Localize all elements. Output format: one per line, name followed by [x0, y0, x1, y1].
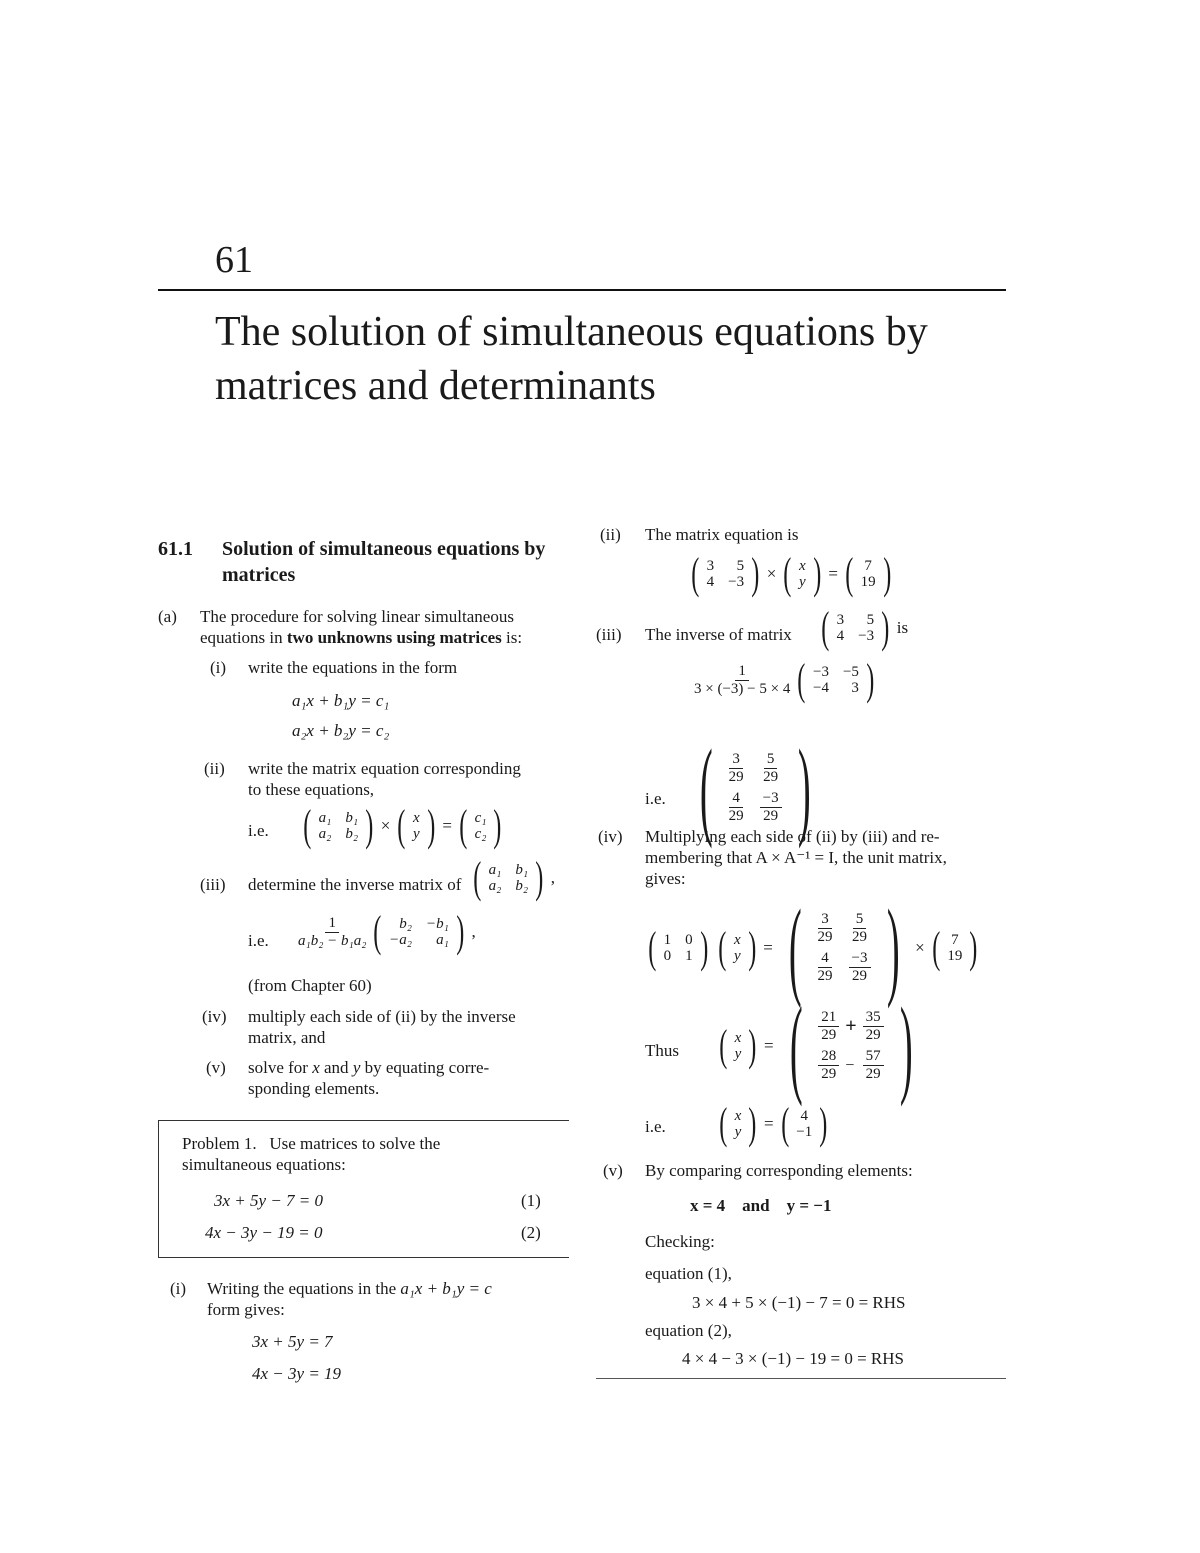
ie-label-2: i.e. [248, 931, 269, 950]
header-rule [158, 289, 1006, 291]
right-iii-label: (iii) [596, 625, 622, 644]
step-v-text-1: solve for x and y by equating corre- [248, 1058, 490, 1077]
a-text-2a: equations in [200, 628, 287, 647]
footer-rule [596, 1378, 1006, 1379]
step-i-label: (i) [210, 658, 227, 677]
general-eq-1: a₁x + b₁y = c₁ [292, 691, 390, 710]
result-equation: ( x y ) = ( 4 −1 ) [719, 1099, 828, 1148]
chapter-title: The solution of simultaneous equations by matrices and determinants [215, 309, 928, 409]
item-a-text-2 [200, 627, 522, 649]
from-chapter-note: (from Chapter 60) [248, 976, 372, 995]
inverse-target-matrix: ( a₁ b₁ a₂ b₂ ) , [473, 853, 555, 902]
thus-label: Thus [645, 1041, 679, 1060]
solution-i-text-2: form gives: [207, 1300, 285, 1319]
step-ii-label: (ii) [204, 759, 225, 778]
problem-eq-1-tag: (1) [521, 1191, 541, 1210]
numeric-matrix-equation: ( 3 5 4 −3 ) × ( x y ) = ( 7 19 ) [691, 549, 891, 598]
right-v-text: By comparing corresponding elements: [645, 1161, 913, 1180]
a-text-2c: is: [501, 628, 523, 647]
ie-label-1: i.e. [248, 821, 269, 840]
right-ie-2: i.e. [645, 1117, 666, 1136]
problem-line-1 [182, 1133, 440, 1155]
step-ii-text-1: write the matrix equation corresponding [248, 759, 521, 778]
problem-eq-2-tag: (2) [521, 1223, 541, 1242]
step-iv-text-2: matrix, and [248, 1028, 326, 1047]
item-a-text-1: The procedure for solving linear simultaneous [200, 607, 514, 626]
right-iv-text-3: gives: [645, 869, 686, 888]
step-v-text-2: sponding elements. [248, 1079, 380, 1098]
section-number: 61.1 [158, 538, 193, 560]
result-vector: 4 −1 [796, 1108, 813, 1140]
right-ie-1: i.e. [645, 789, 666, 808]
step-iii-label: (iii) [200, 875, 226, 894]
solution-eq-1: 3x + 5y = 7 [252, 1332, 333, 1351]
unknown-vector: x y [413, 810, 420, 842]
a-text-2b: two unknowns using matrices [286, 628, 502, 647]
checking-label: Checking: [645, 1232, 715, 1251]
problem-text-1: Use matrices to solve the [269, 1134, 441, 1153]
numeric-inverse: 1 3 × (−3) − 5 × 4 ( −3 −5 −4 3 ) [694, 655, 875, 704]
inverse-fraction-matrix: ( 3 29 5 29 4 29 −3 29 ) [699, 727, 811, 849]
right-iii-text: The inverse of matrix [645, 625, 792, 644]
inverse-fraction: 1 a₁b₂ − b₁a₂ [298, 914, 367, 949]
step-ii-text-2: to these equations, [248, 780, 375, 799]
chapter-number: 61 [215, 239, 253, 281]
sum-equation: ( x y ) = ( 21 29 + $\frac{35}{29}$ 28 29 − $\frac{57}{29}$ ) [719, 985, 913, 1107]
coeff-matrix: a₁ b₁ a₂ b₂ [318, 810, 359, 842]
numeric-coeff-matrix: 3 5 4 −3 [706, 558, 745, 590]
general-eq-2: a₂x + b₂y = c₂ [292, 721, 390, 740]
problem-eq-2: 4x − 3y − 19 = 0 [205, 1223, 323, 1242]
check-2-label: equation (2), [645, 1321, 732, 1340]
problem-text-2: simultaneous equations: [182, 1155, 346, 1174]
problem-eq-1: 3x + 5y − 7 = 0 [214, 1191, 324, 1210]
right-iv-text-1: Multiplying each side of (ii) by (iii) and re- [645, 827, 940, 846]
problem-label: Problem 1. [182, 1134, 257, 1153]
step-i-text: write the equations in the form [248, 658, 458, 677]
right-v-label: (v) [603, 1161, 623, 1180]
inverse-of-matrix: ( 3 5 4 −3 ) is [821, 603, 909, 652]
unit-matrix: 1 0 0 1 [663, 932, 693, 964]
check-2: 4 × 4 − 3 × (−1) − 19 = 0 = RHS [682, 1349, 905, 1368]
check-1: 3 × 4 + 5 × (−1) − 7 = 0 = RHS [692, 1293, 906, 1312]
general-matrix-equation: ( a₁ b₁ a₂ b₂ ) × ( x y ) = ( c₁ c₂ ) [303, 801, 502, 850]
solution-eq-2: 4x − 3y = 19 [252, 1364, 342, 1383]
right-iv-text-2: membering that A × A⁻¹ = I, the unit matrix, [645, 848, 947, 867]
solution-i-label: (i) [170, 1279, 187, 1298]
step-iii-text: determine the inverse matrix of [248, 875, 462, 894]
step-v-label: (v) [206, 1058, 226, 1077]
right-ii-text: The matrix equation is [645, 525, 799, 544]
right-ii-label: (ii) [600, 525, 621, 544]
answer-line: x = 4 and y = −1 [690, 1196, 832, 1215]
step-iv-label: (iv) [202, 1007, 227, 1026]
solution-i-text-1: Writing the equations in the a₁x + b₁y = c [207, 1279, 492, 1298]
right-iv-label: (iv) [598, 827, 623, 846]
section-title: Solution of simultaneous equations by matrices [222, 538, 546, 586]
multiplied-equation: ( 1 0 0 1 ) ( x y ) = ( 3 29 5 29 4 29 −3 29 ) × ( 7 19 ) [648, 887, 978, 1009]
constant-vector: c₁ c₂ [474, 810, 487, 842]
general-inverse: 1 a₁b₂ − b₁a₂ ( b₂ −b₁ −a₂ a₁ ) , [298, 907, 476, 956]
check-1-label: equation (1), [645, 1264, 732, 1283]
step-iv-text-1: multiply each side of (ii) by the inverse [248, 1007, 516, 1026]
item-a-label: (a) [158, 607, 177, 626]
